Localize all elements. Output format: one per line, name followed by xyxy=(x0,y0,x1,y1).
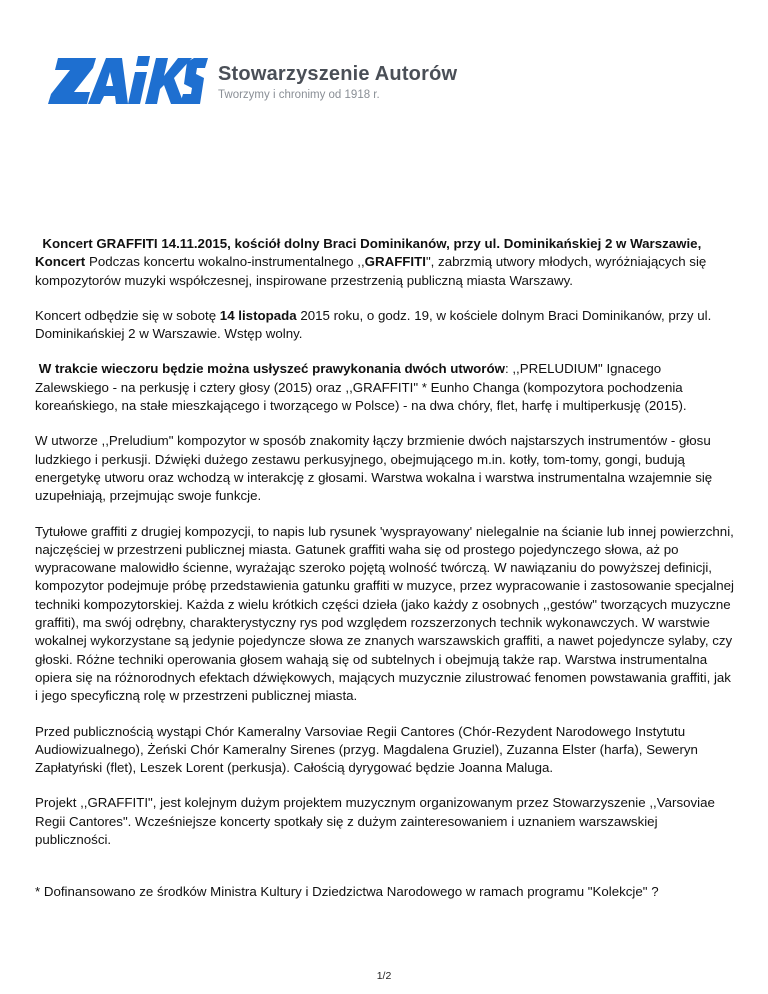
header xyxy=(44,54,544,114)
brand-block xyxy=(218,62,457,102)
paragraph-preludium: W utworze ,,Preludium" kompozytor w sposób znakomity łączy brzmienie dwóch najstarszych instrumentów - głosu ludzkiego i perkusji. Dźwięki dużego zestawu perkusyjnego, obejmującego m.in. kotły, tom-tomy, gongi, budują energetykę utworu oraz wchodzą w interakcję z głosami. Warstwa wokalna i warstwa instrumentalna wzajemnie się uzupełniają, przejmując swoje funkcje. xyxy=(35,433,713,504)
zaiks-logo[interactable] xyxy=(44,54,209,114)
paragraph-date xyxy=(35,307,735,344)
zaiks-logo-letters xyxy=(48,56,208,104)
date-bold: 14 listopada xyxy=(219,307,297,323)
premieres-text: : ,,PRELUDIUM" Ignacego Zalewskiego - na perkusję i cztery głosy (2015) oraz ,,GRAFFITI" * Eunho Changa (kompozytora pochodzenia koreańskiego, na stałe mieszkającego i tworzącego w Polsce) - na dwa chóry, flet, harfę i multiperkusję (2015). xyxy=(35,361,687,414)
intro-text-1: Podczas koncertu wokalno-instrumentalnego ,, xyxy=(85,254,365,270)
paragraph-performers: Przed publicznością wystąpi Chór Kameralny Varsoviae Regii Cantores (Chór-Rezydent Narodowego Instytutu Audiowizualnego), Żeński Chór Kameralny Sirenes (przyg. Magdalena Gruziel), Zuzanna Elster (harfa), Seweryn Zapłatyński (flet), Leszek Lorent (perkusja). Całością dyrygować będzie Joanna Maluga. xyxy=(35,723,698,776)
date-text-2: 2015 roku, o godz. 19, w kościele dolnym Braci Dominikanów, przy ul. Dominikańskiej 2 w Warszawie. Wstęp wolny. xyxy=(35,307,712,342)
intro-graffiti: GRAFFITI xyxy=(364,254,426,270)
intro-title: Koncert GRAFFITI 14.11.2015, kościół dolny Braci Dominikanów, przy ul. Dominikańskiej 2 w Warszawie, Koncert xyxy=(35,236,702,270)
paragraph-project: Projekt ,,GRAFFITI", jest kolejnym dużym projektem muzycznym organizowanym przez Stowarzyszenie ,,Varsoviae Regii Cantores". Wcześniejsze koncerty spotkały się z dużym zainteresowaniem i uznaniem warszawskiej publiczności. xyxy=(35,795,715,848)
intro-text-2: ", zabrzmią utwory młodych, wyróżniających się kompozytorów muzyki współczesnej, inspirowane przestrzenią publiczną miasta Warszawy. xyxy=(35,254,707,288)
paragraph-graffiti: Tytułowe graffiti z drugiej kompozycji, to napis lub rysunek 'wysprayowany' nielegalnie na ścianie lub innej powierzchni, najczęściej w przestrzeni publicznej miasta. Gatunek graffiti waha się od prostego pojedynczego słowa, aż po wypracowane malowidło ścienne, wyrażając szeroko pojętą wolność twórczą. W nawiązaniu do powyższej definicji, kompozytor podejmuje próbę przedstawienia gatunku graffiti w muzyce, przez wypracowanie i zastosowanie specjalnej techniki kompozytorskiej. Każda z wielu krótkich części dzieła (jako każdy z osobnych ,,gestów" tworzących muzyczne graffiti), ma swój odrębny, charakterystyczny rys pod względem rozszerzonych technik wykonawczych. W warstwie wokalnej wykorzystane są jedynie pojedyncze słowa ze znanych warszawskich graffiti, a nawet pojedyncze sylaby, czy głoski. Różne techniki operowania głosem wahają się od subtelnych i obejmują także rap. Warstwa instrumentalna opiera się na różnorodnych efektach dźwiękowych, mających muzycznie zilustrować fenomen powstawania graffiti, jak i jego specyficzną rolę w przestrzeni publicznej miasta. xyxy=(35,523,734,704)
footnote: * Dofinansowano ze środków Ministra Kultury i Dziedzictwa Narodowego w ramach programu "Kolekcje" ? xyxy=(35,884,659,900)
paragraph-intro xyxy=(35,235,735,290)
date-text-1: Koncert odbędzie się w sobotę xyxy=(35,307,220,323)
article-body xyxy=(35,235,735,919)
page-number: 1/2 xyxy=(376,970,392,982)
brand-tagline: Tworzymy i chronimy od 1918 r. xyxy=(218,89,380,101)
brand-name: Stowarzyszenie Autorów xyxy=(218,63,458,85)
premieres-bold: W trakcie wieczoru będzie można usłyszeć prawykonania dwóch utworów xyxy=(38,361,505,377)
paragraph-premieres xyxy=(35,360,735,415)
